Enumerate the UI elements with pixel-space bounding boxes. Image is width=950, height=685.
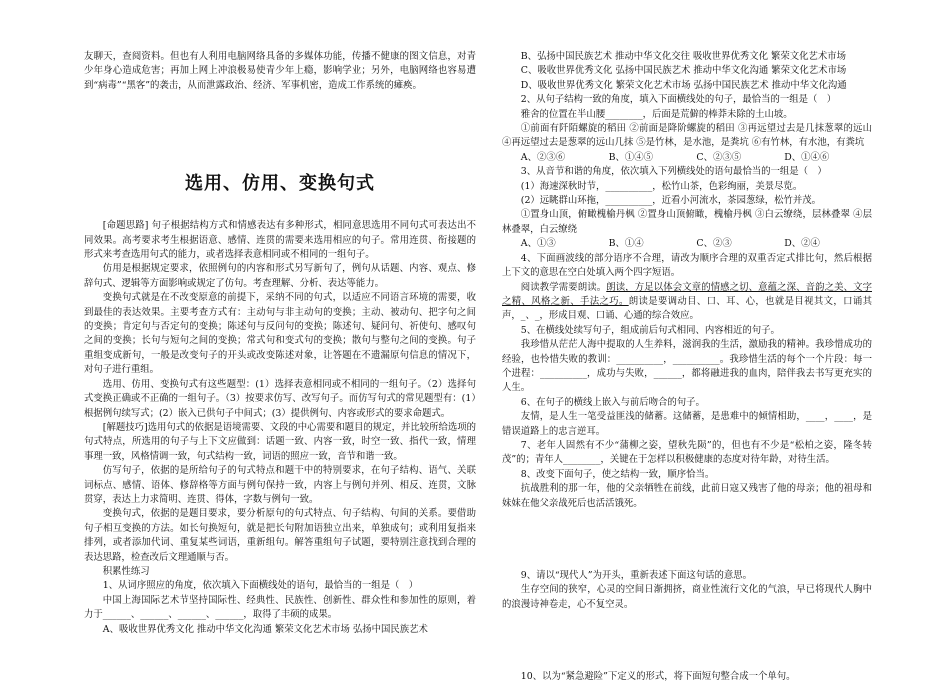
paragraph-imitation-basis: 仿写句子，依据的是所给句子的句式特点和题干中的特别要求，在句子结构、语气、关联词标点、感情、语体、修辞格等方面与例句保持一致，内容上与例句并列、相反、连贯，文脉贯穿，表达上力求简明、连贯、得体，字数与例句一致。: [84, 465, 476, 505]
q3-option-b: B、①④: [608, 238, 644, 250]
intro-paragraph: 友聊天，查阅资料。但也有人利用电脑网络具备的多媒体功能，传播不健康的图文信息，对青少年身心造成危害；再加上网上冲浪极易使青少年上瘾，影响学业；另外，电脑网络也容易遭到“病毒”“黑客”的袭击，从而泄露政治、经济、军事机密，造成工作系统的瘫痪。: [84, 51, 476, 91]
q1-option-a: A、吸收世界优秀文化 推动中华文化沟通 繁荣文化艺术市场 弘扬中国民族艺术: [102, 623, 428, 635]
q4-underlined-text: 朗读，方足以体会文章的情感之切、意蕴之深、音韵之美、文字之精、风格之新、手法之巧。: [502, 281, 872, 307]
q1-option-c: C、吸收世界优秀文化 弘扬中国民族艺术 推动中华文化沟通 繁荣文化艺术市场: [520, 65, 847, 77]
q1-stem: 1、从词序照应的角度，依次填入下面横线处的语句，最恰当的一组是（ ）: [102, 580, 419, 592]
q2-stem: 2、从句子结构一致的角度，填入下面横线处的句子，最恰当的一组是（ ）: [520, 94, 837, 106]
q6-stem: 6、在句子的横线上嵌入与前后吻合的句子。: [520, 396, 705, 408]
q3-option-c: C、②③: [696, 238, 732, 250]
q5-stem: 5、在横线处续写句子，组成前后句式相同、内容相近的句子。: [520, 324, 780, 336]
q3-line2: (2）远眺群山环拖，__________，近看小河流水，茶园葱绿，松竹并茂。: [520, 195, 822, 207]
section-title: 选用、仿用、变换句式: [185, 173, 375, 195]
q2-option-c: C、②③⑤: [696, 151, 742, 163]
q1-option-b: B、弘扬中国民族艺术 推动中华文化交往 吸收世界优秀文化 繁荣文化艺术市场: [520, 51, 847, 62]
paragraph-skills: [解题技巧]选用句式的依据是语境需要、文段的中心需要和题目的规定，并比较所给选项的句式特点，所选用的句子与上下文应做到：话题一致、内容一致，时空一致、指代一致，情理事理一致，风格情调一致，句式结构一致，词语的照应一致，音节和谐一致。: [84, 421, 476, 462]
q8-text: 抗战胜利的那一年，他的父亲牺牲在前线，此前日寇又残害了他的母亲；他的祖母和妹妹在他父亲战死后也活活饿死。: [502, 483, 872, 509]
q3-options: [502, 237, 872, 251]
q10-stem: 10、以为“紧急避险”下定义的形式，将下面短句整合成一个单句。: [520, 671, 796, 683]
q2-text: 雅舍的位置在半山腰________，后面是荒僻的棒莽未除的土山坡。: [520, 108, 793, 120]
q1-text: 中国上海国际艺术节坚持国际性、经典性、民族性、创新性、群众性和参加性的原则，着力于______、______、______、______，取得了丰硕的成果。: [84, 594, 476, 621]
q7-stem: 7、老年人固然有不少“蒲柳之姿，望秋先陨”的，但也有不少是“松柏之姿，隆冬转茂”的；青年人________，关键在于怎样以积极健康的态度对待年龄，对待生活。: [502, 439, 872, 466]
q3-option-a: A、①③: [520, 238, 556, 250]
q3-line1: (1）海速深秋时节，__________，松竹山茶，色彩绚丽，美景尽览。: [520, 180, 803, 192]
q3-items: ①置身山顶，俯瞰槐榆丹枫 ②置身山顶俯瞰，槐榆丹枫 ③白云缭绕，层林叠翠 ④层林叠翠，白云缭绕: [502, 209, 872, 235]
right-column: [502, 50, 872, 685]
paragraph-imitation: 仿用是根据规定要求，依照例句的内容和形式另写新句了，例句从话题、内容、观点、修辞句式、逻辑等方面影响或规定了仿句。考查理解、分析、表达等能力。: [84, 263, 476, 289]
q8-stem: 8、改变下面句子，使之结构一致，顺序恰当。: [520, 468, 715, 480]
practice-heading: 积累性练习: [102, 565, 150, 577]
q3-option-d: D、②④: [784, 238, 820, 250]
paragraph-thinking: [命题思路] 句子根据结构方式和情感表达有多种形式，相同意思选用不同句式可表达出不同效果。高考要求考生根据语意、感情、连贯的需要来选用相应的句子。常用连贯、衔接题的形式来考查选用句式的能力，或者选择表意相同或不相同的一组句子。: [84, 220, 476, 261]
answer-space: [502, 511, 872, 569]
q2-options: [502, 151, 872, 165]
q2-option-d: D、①④⑥: [784, 151, 830, 163]
answer-space: [502, 612, 872, 670]
q4-text-post: 朗读是要调动目、口、耳、心，也就是目视其文，口诵其声，_、_，形成目观、口诵、心通的综合效应。: [502, 295, 872, 322]
q2-option-b: B、①④⑤: [608, 151, 653, 163]
q4-text-pre: 阅读教学需要朗读。: [520, 281, 607, 293]
q6-text: 友情，是人生一笔受益匪浅的储蓄。这储蓄，是患难中的倾情相助，____，____，是错误道路上的忠言逆耳。: [502, 411, 872, 437]
paragraph-question-types: 选用、仿用、变换句式有这些题型：(1）选择表意相同或不相同的一组句子。（2）选择句式变换正确或不正确的一组句子。（3）按要求仿写、改写句子。而仿写句式的常见题型有：(1）根据例句续写式；(2）嵌入已供句子中间式；(3）提供例句、内容或形式的要求命题式。: [84, 378, 476, 419]
paragraph-transform: 变换句式就是在不改变原意的前提下，采纳不同的句式，以适应不同语言环境的需要，收到最佳的表达效果。主要考查方式有：主动句与非主动句的变换；主动、被动句、把字句之间的变换；肯定句与否定句的变换；陈述句与反问句的变换；陈述句、疑问句、祈使句、感叹句之间的变换；长句与短句之间的变换；常式句和变式句的变换；散句与整句之间的变换。句子重组变成新句，一般是改变句子的开头或改变陈述对象，让答题在不遗漏原句信息的情况下，对句子进行重组。: [84, 292, 476, 376]
q4-text: [502, 281, 872, 324]
q9-stem: 9、请以“现代人”为开头，重新表述下面这句话的意思。: [520, 570, 752, 581]
q1-option-d: D、吸收世界优秀文化 繁荣文化艺术市场 弘扬中国民族艺术 推动中华文化沟通: [520, 79, 847, 91]
left-column: [84, 50, 476, 637]
q9-text: 生存空间的狭窄，心灵的空间日渐拥挤，商业性流行文化的气浪，早已将现代人胸中的浪漫诗神卷走，心不复空灵。: [502, 584, 872, 610]
paragraph-transform-basis: 变换句式，依据的是题目要求，要分析原句的句式特点、句子结构、句间的关系。要借助句子相互变换的方法。如长句换短句，就是把长句附加语独立出来，单独成句；或利用复指来排列，或者添加代词、重复某些词语，重新组句。解答重组句子试题，要特别注意找到合理的表达思路，检查改后文理通顺与否。: [84, 508, 476, 563]
q2-option-a: A、②③⑥: [520, 151, 566, 163]
q5-text: 我珍惜从茫茫人海中提取的人生养料，滋润我的生活，激励我的精神。我珍惜成功的经验，也怜惜失败的教训：__________，__________。我珍惜生活的每个一个片段：每一个进程：__________，成功与失败，______，都将融进我的血肉，陪伴我去书写更充实的人生。: [502, 339, 872, 394]
q3-stem: 3、从音节和谐的角度，依次填入下列横线处的语句最恰当的一组是（ ）: [520, 166, 827, 178]
q4-stem: 4、下面画波线的部分语序不合理，请改为顺序合理的双重否定式排比句，然后根据上下文的意思在空白处填入两个四字短语。: [502, 252, 872, 279]
q2-items: ①前面有阡陌螺旋的稻田 ②前面是降阶螺旋的稻田 ③再远望过去是几抹葱翠的远山 ④再远望过去是葱翠的远山几抹 ⑤是竹林，是水池，是粪坑 ⑥有竹林，有水池，有粪坑: [502, 123, 872, 149]
